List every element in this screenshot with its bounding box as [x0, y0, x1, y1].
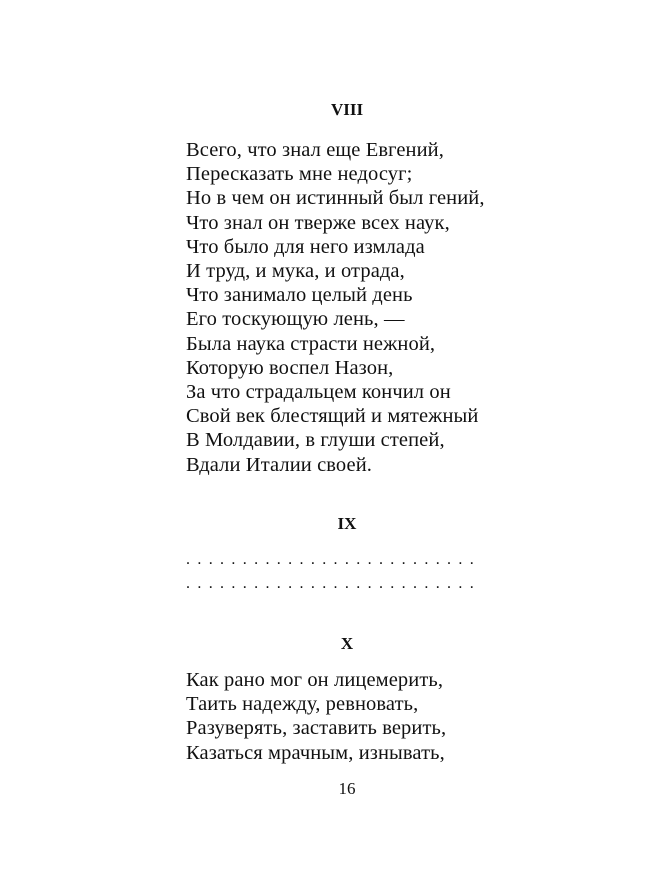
stanza-viii [186, 138, 485, 477]
verse-line: Но в чем он истинный был гений, [186, 187, 485, 210]
stanza-heading-x: X [340, 634, 354, 653]
verse-line: В Молдавии, в глуши степей, [186, 429, 445, 452]
page-number: 16 [338, 779, 356, 798]
stanza-x [186, 668, 446, 765]
verse-line: Таить надежду, ревновать, [186, 693, 419, 716]
verse-line: И труд, и мука, и отрада, [186, 260, 405, 283]
verse-line: Что было для него измлада [186, 235, 425, 258]
verse-line: Казаться мрачным, изнывать, [186, 741, 445, 764]
verse-line: Вдали Италии своей. [186, 453, 373, 476]
verse-line: Что знал он тверже всех наук, [186, 211, 450, 234]
verse-line: Пересказать мне недосуг; [186, 163, 413, 186]
verse-line: Была наука страсти нежной, [186, 332, 436, 355]
omission-dots: .......................... [186, 551, 482, 568]
verse-line: Его тоскующую лень, — [186, 308, 405, 331]
stanza-ix-omitted [186, 548, 481, 596]
verse-line: Как рано мог он лицемерить, [186, 669, 444, 691]
verse-line: За что страдальцем кончил он [186, 381, 451, 404]
verse-line: Свой век блестящий и мятежный [186, 405, 479, 428]
verse-line: Которую воспел Назон, [186, 356, 394, 379]
verse-line: Всего, что знал еще Евгений, [186, 139, 444, 161]
verse-line: Что занимало целый день [186, 284, 413, 307]
omission-dots: .......................... [186, 575, 482, 592]
stanza-heading-viii: VIII [330, 100, 364, 119]
verse-line: Разуверять, заставить верить, [186, 717, 447, 740]
stanza-heading-ix: IX [337, 514, 357, 533]
